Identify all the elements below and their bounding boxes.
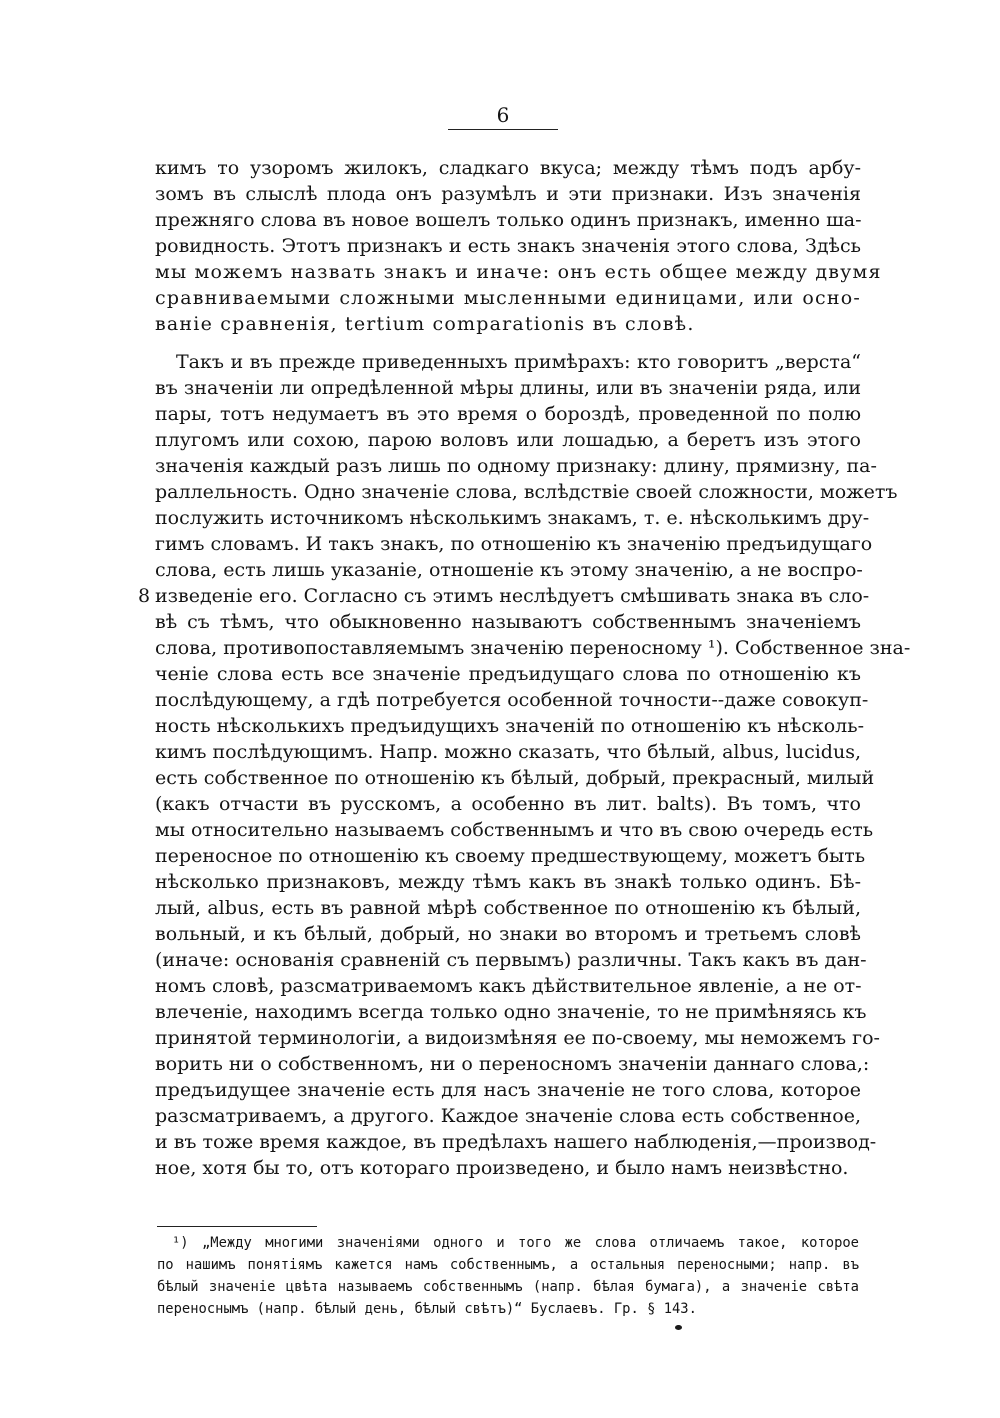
- text-line: прежняго слова въ новое вошелъ только одинъ признакъ, именно ша-: [155, 209, 862, 231]
- text-line: Такъ и въ прежде приведенныхъ примѣрахъ: кто говоритъ „верста“: [176, 351, 861, 373]
- text-line: вѣ съ тѣмъ, что обыкновенно называютъ собственнымъ значеніемъ: [155, 611, 861, 633]
- text-line: раллельность. Одно значеніе слова, вслѣдствіе своей сложности, можетъ: [155, 481, 898, 503]
- text-line: ровидность. Этотъ признакъ и есть знакъ значенія этого слова, Здѣсь: [155, 235, 861, 257]
- text-line: влеченіе, находимъ всегда только одно значеніе, то не примѣняясь къ: [155, 1001, 867, 1023]
- text-line: переносное по отношенію къ своему предшествующему, можетъ быть: [155, 845, 866, 867]
- text-line: (иначе: основанія сравненій съ первымъ) различны. Такъ какъ въ дан-: [155, 949, 867, 971]
- text-line: нѣсколько признаковъ, между тѣмъ какъ въ знакѣ только одинъ. Бѣ-: [155, 871, 861, 893]
- text-line: мы относительно называемъ собственнымъ и что въ свою очередь есть: [155, 819, 874, 841]
- text-line: лый, albus, есть въ равной мѣрѣ собственное по отношенію къ бѣлый,: [155, 897, 861, 919]
- text-line: слова, есть лишь указаніе, отношеніе къ этому значенію, а не воспро-: [155, 559, 863, 581]
- text-line: зомъ въ слыслѣ плода онъ разумѣлъ и эти признаки. Изъ значенія: [155, 183, 861, 205]
- footnote-line: бѣлый значеніе цвѣта называемъ собственнымъ (напр. бѣлая бумага), а значеніе свѣта: [157, 1279, 859, 1295]
- ink-blot: [675, 1325, 682, 1330]
- page-number-rule: [448, 129, 558, 130]
- text-line: вольный, и къ бѣлый, добрый, но знаки во второмъ и третьемъ словѣ: [155, 923, 861, 945]
- text-line: ченіе слова есть все значеніе предъидущаго слова по отношенію къ: [155, 663, 861, 685]
- text-line: принятой терминологіи, а видоизмѣняя ее по-своему, мы неможемъ го-: [155, 1027, 880, 1049]
- footnote-rule: [157, 1226, 317, 1227]
- text-line: сравниваемыми сложными мысленными единицами, или осно-: [155, 287, 861, 309]
- text-line: предъидущее значеніе есть для насъ значеніе не того слова, которое: [155, 1079, 861, 1101]
- text-line: номъ словѣ, разсматриваемомъ какъ дѣйствительное явленіе, а не от-: [155, 975, 862, 997]
- text-line: (какъ отчасти въ русскомъ, а особенно въ лит. balts). Въ томъ, что: [155, 793, 861, 815]
- text-line: въ значеніи ли опредѣленной мѣры длины, или въ значеніи ряда, или: [155, 377, 861, 399]
- text-line: значенія каждый разъ лишь по одному признаку: длину, прямизну, па-: [155, 455, 877, 477]
- page-number: 6: [496, 103, 510, 127]
- text-line: кимъ послѣдующимъ. Напр. можно сказать, что бѣлый, albus, lucidus,: [155, 741, 861, 763]
- footnote-line: по нашимъ понятіямъ кажется намъ собственнымъ, а остальныя переносными; напр. въ: [157, 1257, 859, 1273]
- text-line: ность нѣсколькихъ предъидущихъ значеній по отношенію къ нѣсколь-: [155, 715, 865, 737]
- margin-number: 8: [138, 585, 151, 607]
- text-line: ваніе сравненія, tertium comparationis въ словѣ.: [155, 313, 695, 335]
- text-line: пары, тотъ недумаетъ въ это время о бороздѣ, проведенной по полю: [155, 403, 861, 425]
- text-line: и въ тоже время каждое, въ предѣлахъ нашего наблюденія,—производ-: [155, 1131, 877, 1153]
- text-line: есть собственное по отношенію къ бѣлый, добрый, прекрасный, милый: [155, 767, 875, 789]
- text-line: разсматриваемъ, а другого. Каждое значеніе слова есть собственное,: [155, 1105, 861, 1127]
- text-line: кимъ то узоромъ жилокъ, сладкаго вкуса; между тѣмъ подъ арбу-: [155, 157, 861, 179]
- text-line: ворить ни о собственномъ, ни о переносномъ значеніи даннаго слова,:: [155, 1053, 870, 1075]
- text-line: изведеніе его. Согласно съ этимъ неслѣдуетъ смѣшивать знака въ сло-: [155, 585, 870, 607]
- footnote-line: переноснымъ (напр. бѣлый день, бѣлый свѣтъ)“ Буслаевъ. Гр. § 143.: [157, 1301, 697, 1317]
- text-line: плугомъ или сохою, парою воловъ или лошадью, а беретъ изъ этого: [155, 429, 861, 451]
- text-line: слова, противопоставляемымъ значенію переносному ¹). Собственное зна-: [155, 637, 911, 659]
- text-line: послѣдующему, а гдѣ потребуется особенной точности--даже совокуп-: [155, 689, 869, 711]
- text-line: послужить источникомъ нѣсколькимъ знакамъ, т. е. нѣсколькимъ дру-: [155, 507, 870, 529]
- text-line: ное, хотя бы то, отъ котораго произведено, и было намъ неизвѣстно.: [155, 1157, 849, 1179]
- text-line: мы можемъ назвать знакъ и иначе: онъ есть общее между двумя: [155, 261, 882, 283]
- text-line: гимъ словамъ. И такъ знакъ, по отношенію къ значенію предъидущаго: [155, 533, 873, 555]
- footnote-line: ¹) „Между многими значеніями одного и того же слова отличаемъ такое, которое: [172, 1235, 859, 1251]
